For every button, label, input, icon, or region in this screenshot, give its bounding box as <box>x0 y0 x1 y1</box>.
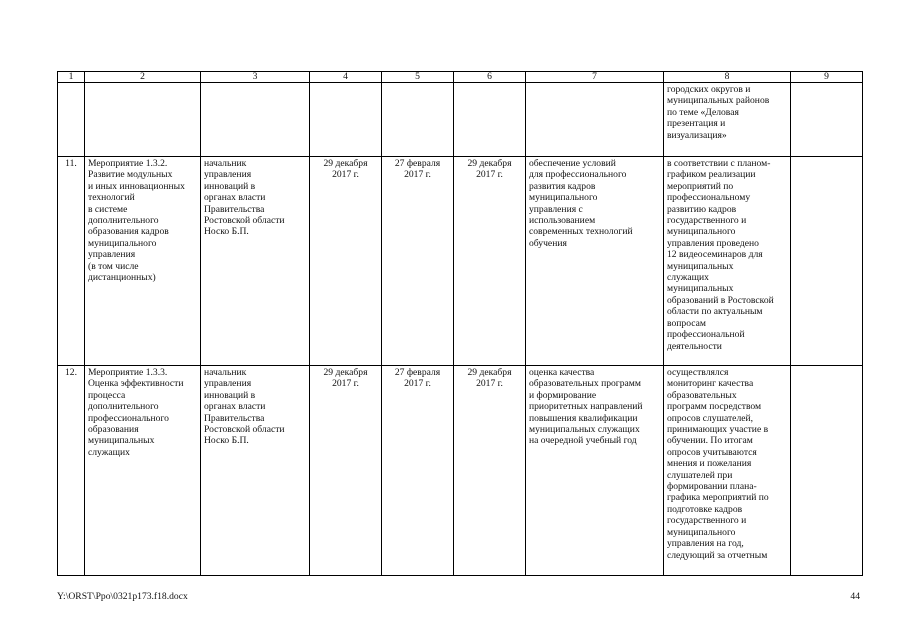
plan-date-cell: 29 декабря 2017 г. <box>310 366 382 576</box>
event-cell: Мероприятие 1.3.3. Оценка эффективности процесса дополнительного профессионального образования муниципальных служащих <box>85 366 201 576</box>
page-number: 44 <box>850 591 860 602</box>
plan-date-cell: 29 декабря 2017 г. <box>310 157 382 366</box>
actual-result-cell: в соответствии с планом- графиком реализации мероприятий по профессиональному развитию кадров государственного и муниципального управления проведено 12 видеосеминаров для муниципальных служащих муниципальных образований в Ростовской области по актуальным вопросам профессиональной деятельности <box>664 157 791 366</box>
responsible-cell: начальник управления инноваций в органах власти Правительства Ростовской области Носко Б.П. <box>201 366 310 576</box>
report-table <box>57 71 863 576</box>
plan-date-cell <box>310 83 382 157</box>
note-cell <box>791 83 863 157</box>
start-date-cell: 27 февраля 2017 г. <box>382 157 454 366</box>
expected-result-cell: обеспечение условий для профессионального развития кадров муниципального управления с использованием современных технологий обучения <box>526 157 664 366</box>
column-header-2: 2 <box>85 72 201 83</box>
column-header-9: 9 <box>791 72 863 83</box>
file-path-footer: Y:\ORST\Ppo\0321p173.f18.docx <box>57 591 188 602</box>
responsible-cell: начальник управления инноваций в органах власти Правительства Ростовской области Носко Б.П. <box>201 157 310 366</box>
responsible-cell <box>201 83 310 157</box>
column-header-4: 4 <box>310 72 382 83</box>
column-header-3: 3 <box>201 72 310 83</box>
table-row <box>58 366 863 576</box>
row-number: 11. <box>58 157 85 366</box>
column-header-5: 5 <box>382 72 454 83</box>
column-header-1: 1 <box>58 72 85 83</box>
row-number <box>58 83 85 157</box>
table-row <box>58 157 863 366</box>
table-row <box>58 83 863 157</box>
row-number: 12. <box>58 366 85 576</box>
end-date-cell: 29 декабря 2017 г. <box>454 157 526 366</box>
start-date-cell <box>382 83 454 157</box>
column-header-7: 7 <box>526 72 664 83</box>
column-number-row <box>58 72 863 83</box>
actual-result-cell: осуществлялся мониторинг качества образовательных программ посредством опросов слушателей, принимающих участие в обучении. По итогам опросов учитываются мнения и пожелания слушателей при формировании плана- графика мероприятий по подготовке кадров государственного и муниципального управления на год, следующий за отчетным <box>664 366 791 576</box>
expected-result-cell <box>526 83 664 157</box>
event-cell: Мероприятие 1.3.2. Развитие модульных и иных инновационных технологий в системе дополнительного образования кадров муниципального управления (в том числе дистанционных) <box>85 157 201 366</box>
end-date-cell <box>454 83 526 157</box>
column-header-6: 6 <box>454 72 526 83</box>
end-date-cell: 29 декабря 2017 г. <box>454 366 526 576</box>
start-date-cell: 27 февраля 2017 г. <box>382 366 454 576</box>
note-cell <box>791 366 863 576</box>
actual-result-cell: городских округов и муниципальных районов по теме «Деловая презентация и визуализация» <box>664 83 791 157</box>
note-cell <box>791 157 863 366</box>
event-cell <box>85 83 201 157</box>
column-header-8: 8 <box>664 72 791 83</box>
expected-result-cell: оценка качества образовательных программ и формирование приоритетных направлений повышения квалификации муниципальных служащих на очередной учебный год <box>526 366 664 576</box>
